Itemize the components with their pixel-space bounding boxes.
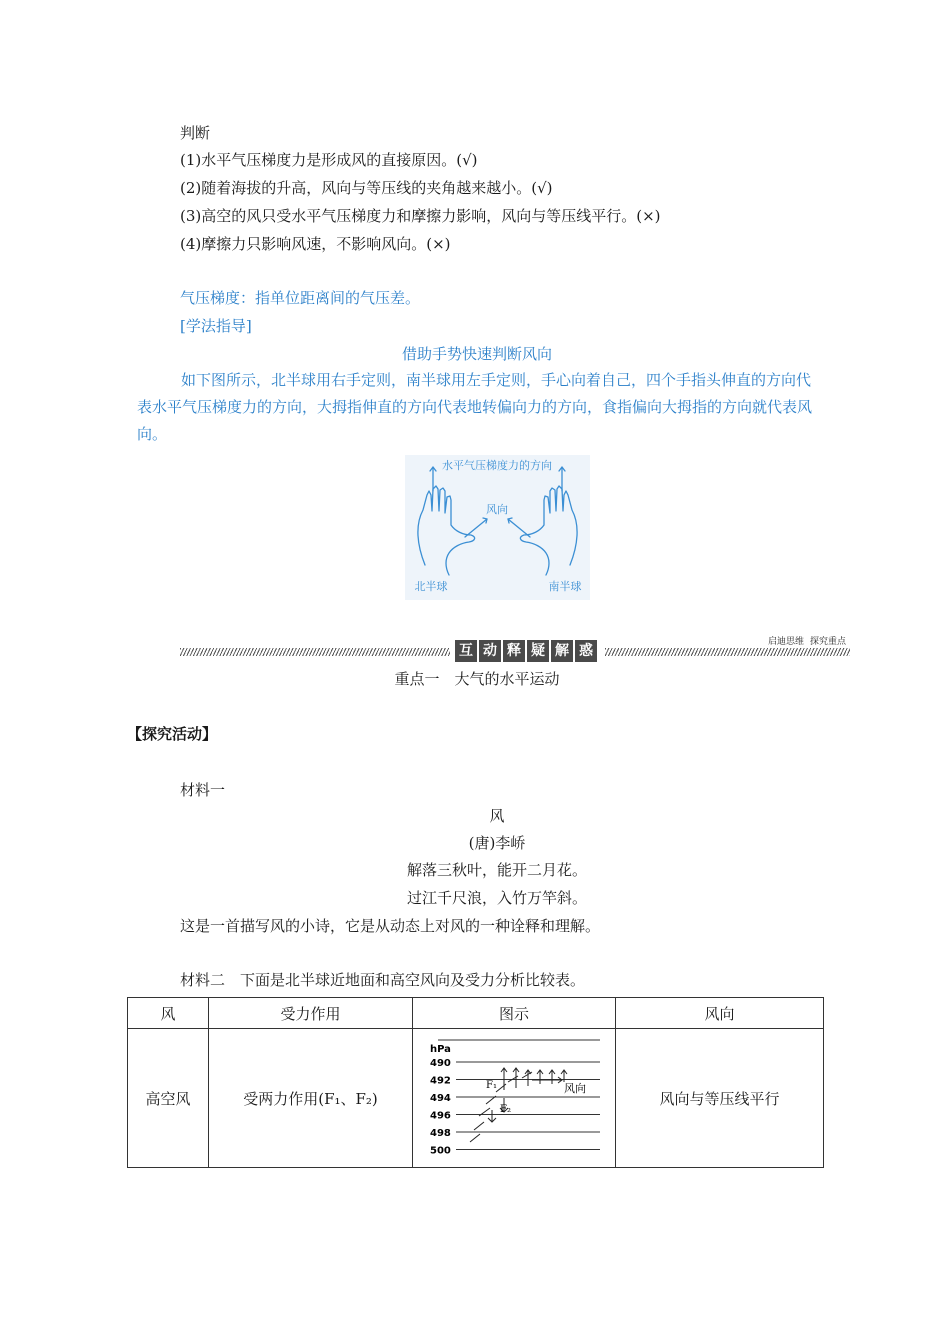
isobar-label: 494 xyxy=(430,1093,451,1104)
banner-char: 释 xyxy=(503,640,525,662)
hand-rule-figure xyxy=(405,455,590,600)
f2-label: F₂ xyxy=(500,1104,511,1115)
poem-author: (唐)李峤 xyxy=(468,834,526,852)
f1-label: F₁ xyxy=(486,1080,497,1091)
judge-item-4: (4)摩擦力只影响风速，不影响风向。(×) xyxy=(180,235,451,253)
isobar-label: 492 xyxy=(430,1075,451,1087)
activity-heading: 【探究活动】 xyxy=(127,725,218,743)
banner-char: 互 xyxy=(455,640,477,662)
cell-direction: 风向与等压线平行 xyxy=(616,1029,824,1168)
banner-title xyxy=(455,640,599,662)
fig-left-label: 北半球 xyxy=(414,580,448,593)
material1-comment: 这是一首描写风的小诗，它是从动态上对风的一种诠释和理解。 xyxy=(180,917,601,935)
poem-line-1: 解落三秋叶，能开二月花。 xyxy=(406,861,587,879)
wind-dir-label: 风向 xyxy=(564,1082,586,1095)
pressure-gradient-note: 气压梯度：指单位距离间的气压差。 xyxy=(180,289,421,307)
banner-char: 解 xyxy=(551,640,573,662)
judge-heading: 判断 xyxy=(180,124,211,142)
banner-tag: 启迪思维 探究重点 xyxy=(767,637,846,647)
isobar-diagram xyxy=(424,1038,604,1158)
guide-tag: [学法指导] xyxy=(180,317,252,335)
fig-top-label: 水平气压梯度力的方向 xyxy=(442,459,552,472)
cell-force: 受两力作用(F₁、F₂) xyxy=(209,1029,413,1168)
isobar-label: 496 xyxy=(430,1110,451,1122)
cell-wind: 高空风 xyxy=(128,1029,209,1168)
header-wind: 风 xyxy=(128,998,209,1029)
material1-label: 材料一 xyxy=(180,781,226,799)
wind-comparison-table xyxy=(127,997,824,1168)
section-banner xyxy=(180,638,850,662)
header-direction: 风向 xyxy=(616,998,824,1029)
banner-char: 疑 xyxy=(527,640,549,662)
judge-item-2: (2)随着海拔的升高，风向与等压线的夹角越来越小。(√) xyxy=(180,179,553,197)
poem-title: 风 xyxy=(489,807,505,825)
poem-line-2: 过江千尺浪，入竹万竿斜。 xyxy=(406,889,587,907)
unit-label: hPa xyxy=(430,1044,451,1055)
guide-body: 如下图所示，北半球用右手定则，南半球用左手定则，手心向着自己，四个手指头伸直的方向代表水平气压梯度力的方向，大拇指伸直的方向代表地转偏向力的方向，食指偏向大拇指的方向就代表风向。 xyxy=(137,371,813,443)
material2-intro: 材料二 下面是北半球近地面和高空风向及受力分析比较表。 xyxy=(180,971,586,989)
banner-char: 惑 xyxy=(575,640,597,662)
cell-diagram xyxy=(413,1029,616,1168)
isobar-label: 500 xyxy=(430,1145,451,1157)
table-row xyxy=(128,1029,824,1168)
guide-title: 借助手势快速判断风向 xyxy=(401,345,552,363)
header-diagram: 图示 xyxy=(413,998,616,1029)
judge-item-1: (1)水平气压梯度力是形成风的直接原因。(√) xyxy=(180,151,478,169)
section-title: 重点一 大气的水平运动 xyxy=(394,670,560,688)
fig-right-label: 南半球 xyxy=(548,580,582,593)
header-force: 受力作用 xyxy=(209,998,413,1029)
banner-char: 动 xyxy=(479,640,501,662)
isobar-label: 490 xyxy=(430,1058,451,1069)
fig-center-label: 风向 xyxy=(486,503,508,516)
judge-item-3: (3)高空的风只受水平气压梯度力和摩擦力影响，风向与等压线平行。(×) xyxy=(180,207,661,225)
isobar-label: 498 xyxy=(430,1128,451,1139)
